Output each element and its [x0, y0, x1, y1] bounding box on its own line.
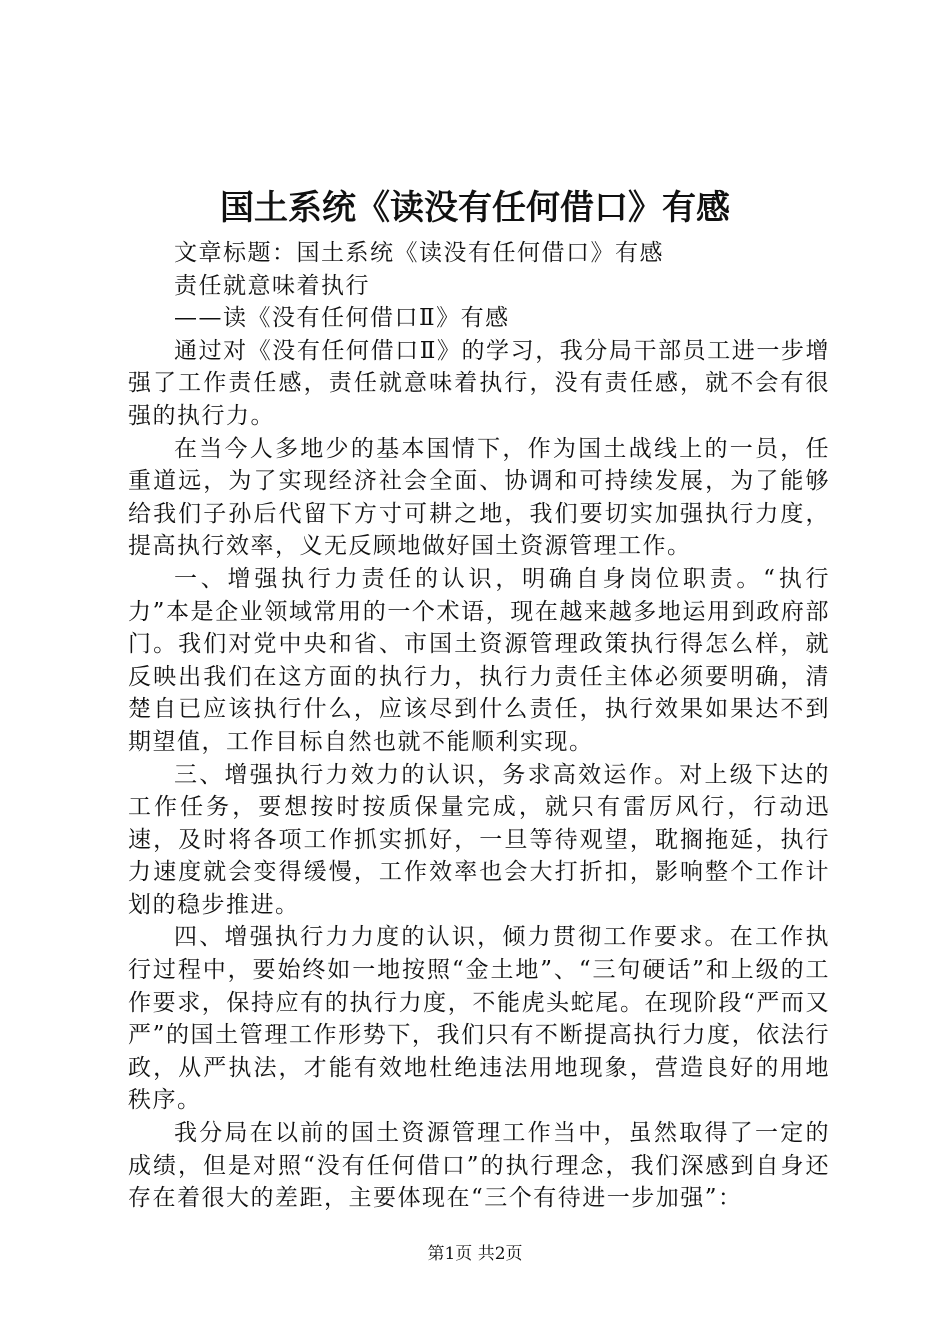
subtitle-line: 责任就意味着执行: [174, 272, 370, 299]
page-footer: 第1页 共2页: [427, 1244, 523, 1264]
paragraph: 四、增强执行力力度的认识，倾力贯彻工作要求。在工作执行过程中，要始终如一地按照“金土地”、“三句硬话”和上级的工作要求，保持应有的执行力度，不能虎头蛇尾。在现阶段“严而又严”的国土管理工作形势下，我们只有不断提高执行力度，依法行政，从严执法，才能有效地杜绝违法用地现象，营造良好的用地秩序。: [128, 924, 830, 1114]
paragraph: 通过对《没有任何借口Ⅱ》的学习，我分局干部员工进一步增强了工作责任感，责任就意味着执行，没有责任感，就不会有很强的执行力。: [128, 337, 830, 429]
subtitle-dash-line: ——读《没有任何借口Ⅱ》有感: [174, 305, 510, 332]
document-body: [128, 237, 830, 1215]
paragraph: 三、增强执行力效力的认识，务求高效运作。对上级下达的工作任务，要想按时按质保量完成，就只有雷厉风行，行动迅速，及时将各项工作抓实抓好，一旦等待观望，耽搁拖延，执行力速度就会变得缓慢，工作效率也会大打折扣，影响整个工作计划的稳步推进。: [128, 761, 830, 918]
paragraph: 我分局在以前的国土资源管理工作当中，虽然取得了一定的成绩，但是对照“没有任何借口”的执行理念，我们深感到自身还存在着很大的差距，主要体现在“三个有待进一步加强”：: [128, 1120, 830, 1212]
paragraph: 一、增强执行力责任的认识，明确自身岗位职责。“执行力”本是企业领域常用的一个术语，现在越来越多地运用到政府部门。我们对党中央和省、市国土资源管理政策执行得怎么样，就反映出我们在这方面的执行力，执行力责任主体必须要明确，清楚自已应该执行什么，应该尽到什么责任，执行效果如果达不到期望值，工作目标自然也就不能顺利实现。: [128, 565, 830, 755]
document-title: 国土系统《读没有任何借口》有感: [220, 188, 730, 228]
paragraph: 在当今人多地少的基本国情下，作为国土战线上的一员，任重道远，为了实现经济社会全面、协调和可持续发展，为了能够给我们子孙后代留下方寸可耕之地，我们要切实加强执行力度，提高执行效率，义无反顾地做好国土资源管理工作。: [128, 435, 830, 560]
article-title-line: 文章标题：国土系统《读没有任何借口》有感: [174, 240, 664, 266]
